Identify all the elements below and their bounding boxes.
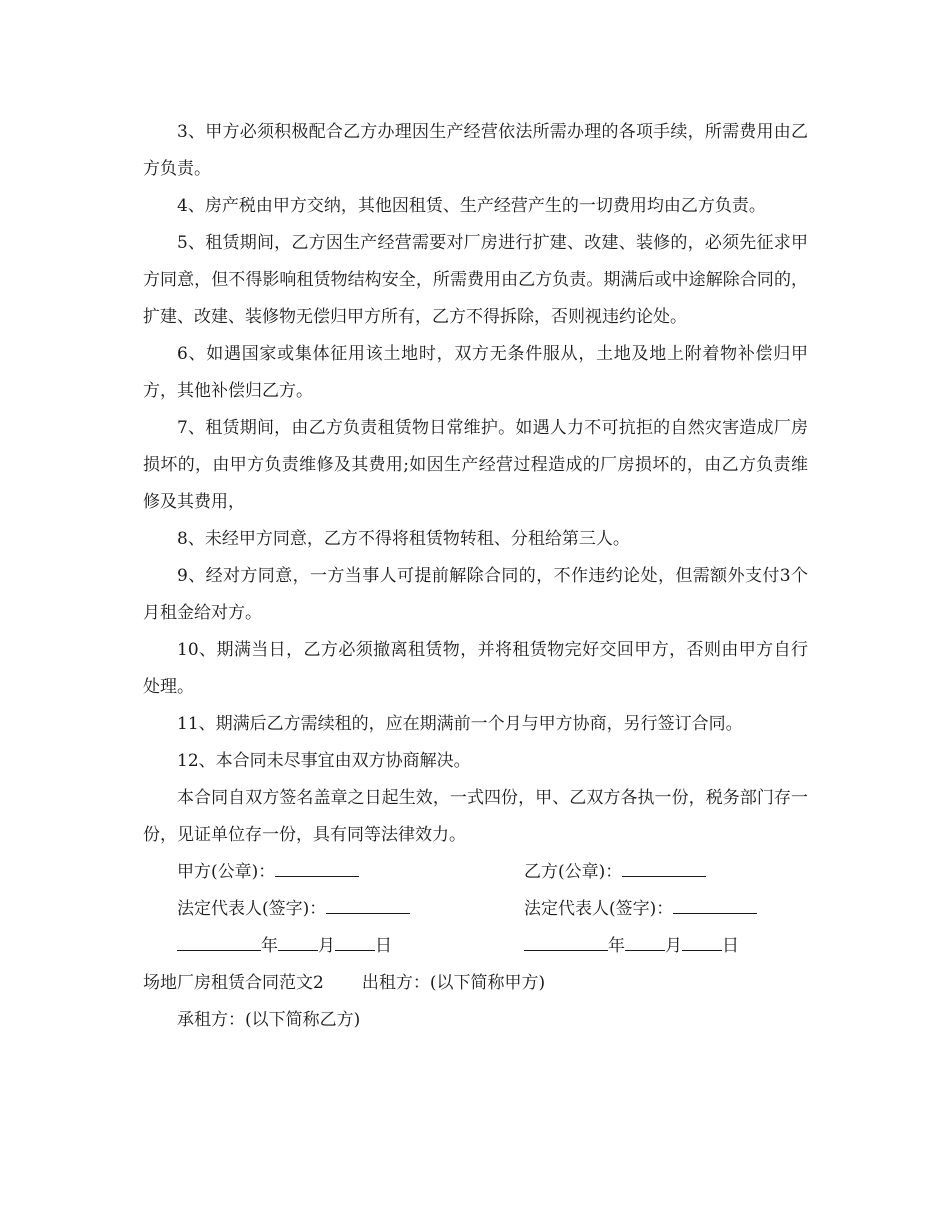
party-b-month-blank [625,930,665,951]
party-a-day-label: 日 [375,936,392,956]
party-a-seal-blank [275,856,359,877]
legal-rep-row [143,891,808,928]
party-a-year-label: 年 [261,936,278,956]
party-b-legal-rep [524,891,808,928]
party-b-seal [524,854,808,891]
lessor-line: 出租方：(以下简称甲方) [361,973,546,993]
document-body [143,114,808,1039]
party-a-seal-label: 甲方(公章)： [177,862,276,882]
party-a-legal-rep-blank [326,893,410,914]
clause-3: 3、甲方必须积极配合乙方办理因生产经营依法所需办理的各项手续，所需费用由乙方负责。 [143,122,808,179]
party-a-seal [143,854,524,891]
clause-9: 9、经对方同意，一方当事人可提前解除合同的，不作违约论处，但需额外支付3个月租金给对方。 [143,566,808,623]
party-b-date [524,928,808,965]
party-b-seal-blank [622,856,706,877]
effectiveness-clause: 本合同自双方签名盖章之日起生效，一式四份，甲、乙双方各执一份，税务部门存一份，见证单位存一份，具有同等法律效力。 [143,788,808,845]
party-b-legal-rep-blank [673,893,757,914]
clause-12: 12、本合同未尽事宜由双方协商解决。 [177,751,471,771]
party-a-date [143,928,524,965]
party-b-legal-rep-label: 法定代表人(签字)： [524,899,674,919]
clause-5: 5、租赁期间，乙方因生产经营需要对厂房进行扩建、改建、装修的，必须先征求甲方同意，但不得影响租赁物结构安全，所需费用由乙方负责。期满后或中途解除合同的，扩建、改建、装修物无偿归甲方所有，乙方不得拆除，否则视违约论处。 [143,233,808,327]
party-b-year-blank [524,930,608,951]
next-contract-heading [143,965,808,1002]
next-contract-title: 场地厂房租赁合同范文2 [143,973,324,993]
clause-11: 11、期满后乙方需续租的，应在期满前一个月与甲方协商，另行签订合同。 [177,714,743,734]
party-a-day-blank [335,930,375,951]
party-a-year-blank [177,930,261,951]
clause-4: 4、房产税由甲方交纳，其他因租赁、生产经营产生的一切费用均由乙方负责。 [177,196,766,216]
party-b-day-label: 日 [722,936,739,956]
lessee-line: 承租方：(以下简称乙方) [177,1010,361,1030]
party-a-month-blank [278,930,318,951]
party-b-year-label: 年 [608,936,625,956]
party-b-seal-label: 乙方(公章)： [524,862,623,882]
party-a-legal-rep [143,891,524,928]
clause-8: 8、未经甲方同意，乙方不得将租赁物转租、分租给第三人。 [177,529,630,549]
seal-row [143,854,808,891]
date-row [143,928,808,965]
clause-6: 6、如遇国家或集体征用该土地时，双方无条件服从，土地及地上附着物补偿归甲方，其他补偿归乙方。 [143,344,808,401]
party-a-month-label: 月 [318,936,335,956]
party-b-day-blank [682,930,722,951]
clause-10: 10、期满当日，乙方必须撤离租赁物，并将租赁物完好交回甲方，否则由甲方自行处理。 [143,640,808,697]
party-b-month-label: 月 [665,936,682,956]
clause-7: 7、租赁期间，由乙方负责租赁物日常维护。如遇人力不可抗拒的自然灾害造成厂房损坏的，由甲方负责维修及其费用;如因生产经营过程造成的厂房损坏的，由乙方负责维修及其费用， [143,418,808,512]
party-a-legal-rep-label: 法定代表人(签字)： [177,899,327,919]
